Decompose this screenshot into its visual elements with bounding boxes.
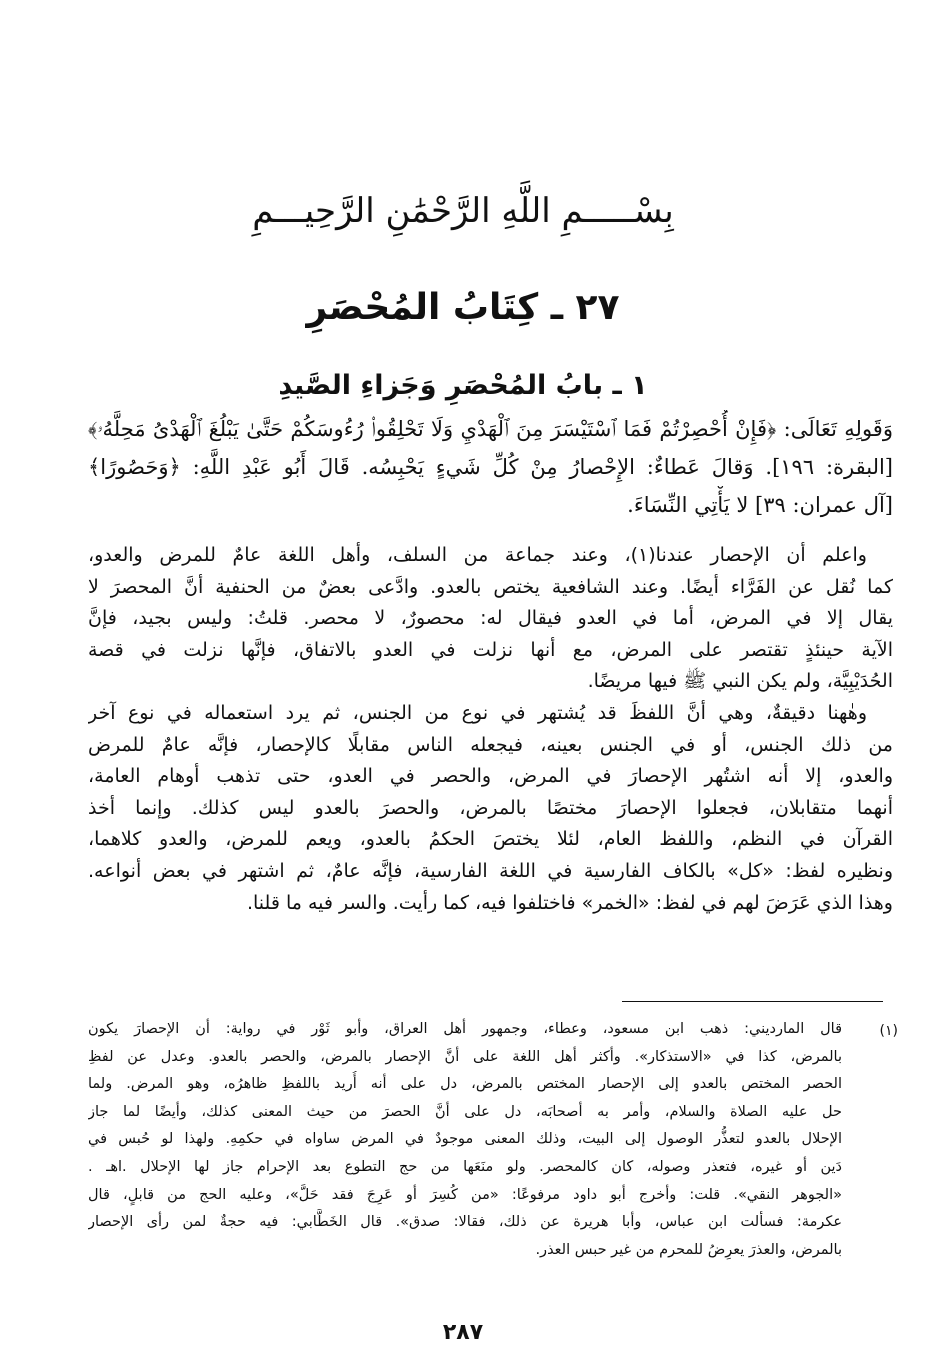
paragraph-line: كما نُقل عن الفَرَّاء أيضًا. وعند الشافعية يختص بالعدو. وادَّعى بعضٌ من الحنفية أنَّ المحصرَ لا	[88, 575, 893, 598]
paragraph-line: الآية حينئذٍ تقتصر على المرض، مع أنها نزلت في العدو بالاتفاق، فإنَّها نزلت في قصة	[88, 638, 893, 661]
footnote-line: عكرمة: فسألت ابن عباس، وأبا هريرة عن ذلك، فقالا: صدق». قال الخَطَّابي: فيه حجةٌ لمن رأى الإحصار	[88, 1214, 842, 1231]
footnote-line: الحصر المختص بالعدو إلى الإحصار المختص بالمرض، دل على أنه أُريد باللفظِ ظاهرُه، وهو المرض. ولما	[88, 1076, 842, 1093]
footnote-line: قال المارديني: ذهب ابن مسعود، وعطاء، وجمهور أهل العراق، وأبو ثَوْر في رواية: أن الإحصارَ يكون	[88, 1021, 842, 1037]
footnote-divider	[622, 1001, 883, 1002]
paragraph-line: من ذلك الجنس، أو في الجنس بعينه، فيجعله الناس مقابلًا كالإحصار، فإنَّه عامٌ للمرض	[88, 733, 893, 756]
paragraph-line: القرآن في النظم، واللفظ العام، لئلا يختصَ الحكمُ بالعدو، ويعم للمرض، والعدو كلاهما،	[88, 828, 893, 851]
basmala-heading: بِسْـــــمِ اللَّهِ الرَّحْمَٰنِ الرَّحِيـــمِ	[252, 191, 674, 231]
footnote-number: (١)	[879, 1023, 898, 1039]
footnote-line: «الجوهر النقي». قلت: وأخرج أبو داود مرفوعًا: «من كُسِرَ أو عَرِجَ فقد حَلَّ»، وعليه الحج من قابلٍ، قال	[88, 1186, 842, 1203]
footnote-line: بالمرض، كذا في «الاستذكار». وأكثر أهل اللغة على أنَّ الإحصار بالمرض، والحصر بالعدو. وعدل عن لفظِ	[88, 1048, 842, 1065]
paragraph-line: والعدو، إلا أنه اشتُهر الإحصارَ في المرض، والحصر في العدو، حتى تذهب أوهام العامة،	[88, 765, 893, 788]
paragraph-line: الحُدَيْبِيَّة، ولم يكن النبي ﷺ فيها مريضًا.	[587, 670, 893, 693]
book-title: ٢٧ ـ كِتَابُ المُحْصَرِ	[306, 287, 620, 328]
paragraph-line: يقال إلا في المرض، أما في العدو فيقال له: محصورٌ، لا محصر. قلتُ: وليس بجيد، فإنَّ	[88, 607, 893, 630]
paragraph-line: وهٰهنا دقيقةٌ، وهي أنَّ اللفظَ قد يُشتهر في نوع من الجنس، ثم يرد استعماله في نوع آخر	[88, 701, 867, 724]
paragraph-line: ونظيره لفظ: «كل» بالكاف الفارسية في اللغة الفارسية، فإنَّه عامٌ، ثم اشتهر في بعض أنواعه.	[88, 859, 893, 882]
footnote-block	[88, 1016, 842, 1264]
verse-line: وَقَولِهِ تَعَالَى: ﴿فَإِنْ أُحْصِرْتُمْ فَمَا ٱسْتَيْسَرَ مِنَ ٱلْهَدْيِ وَلَا تَحْلِقُوا۟ رُءُوسَكُمْ حَتَّىٰ يَبْلُغَ ٱلْهَدْىُ مَحِلَّهُۥ﴾	[88, 417, 893, 441]
verse-line: [البقرة: ١٩٦]. وَقالَ عَطاءٌ: الإِحْصارُ مِنْ كُلِّ شَيءٍ يَحْبِسُه. قَالَ أَبُو عَبْدِ اللَّهِ: ﴿وَحَصُورًا﴾	[88, 455, 893, 479]
footnote-line: دَين أو غيره، فتعذر وصوله، كان كالمحصر. ولو منَعَها من حج التطوع بعد الإحرام جاز لها الإحلال .اهـ .	[88, 1158, 842, 1175]
paragraph-line: وهذا الذي عَرَضَ لهم في لفظ: «الخمر» فاختلفوا فيه، كما رأيت. والسر فيه ما قلنا.	[246, 891, 893, 914]
page-number: ٢٨٧	[442, 1320, 484, 1345]
footnote-line: بالمرض، والعذرَ يعرِضُ للمحرم من غير حبس العذر.	[535, 1241, 842, 1258]
footnote-line: الإحلال بالعدو لتعذُّر الوصول إلى البيت، وذلك المعنى موجودٌ في المرض ساواه في حكمِهِ. ولهذا لو حُبس في	[88, 1131, 842, 1148]
verse-line: [آل عمران: ٣٩] لا يَأْتِي النِّسَاءَ.	[627, 493, 893, 517]
main-text-block	[88, 540, 893, 919]
chapter-title: ١ ـ بابُ المُحْصَرِ وَجَزاءِ الصَّيدِ	[278, 370, 648, 401]
paragraph-line: أنهما متقابلان، فجعلوا الإحصارَ مختصًا بالمرض، والحصرَ بالعدو ليس كذلك. وإنما أخذ	[88, 796, 893, 819]
quran-verse-block	[88, 410, 893, 524]
paragraph-line: واعلم أن الإحصار عندنا(١)، وعند جماعة من السلف، وأهل اللغة عامٌ للمرض والعدو،	[88, 544, 867, 566]
footnote-line: حل عليه الصلاة والسلام، وأمر به أصحابَه، دل على أنَّ الحصرَ من حيث المعنى كذلك، وأيضًا لما جاز	[88, 1103, 842, 1120]
